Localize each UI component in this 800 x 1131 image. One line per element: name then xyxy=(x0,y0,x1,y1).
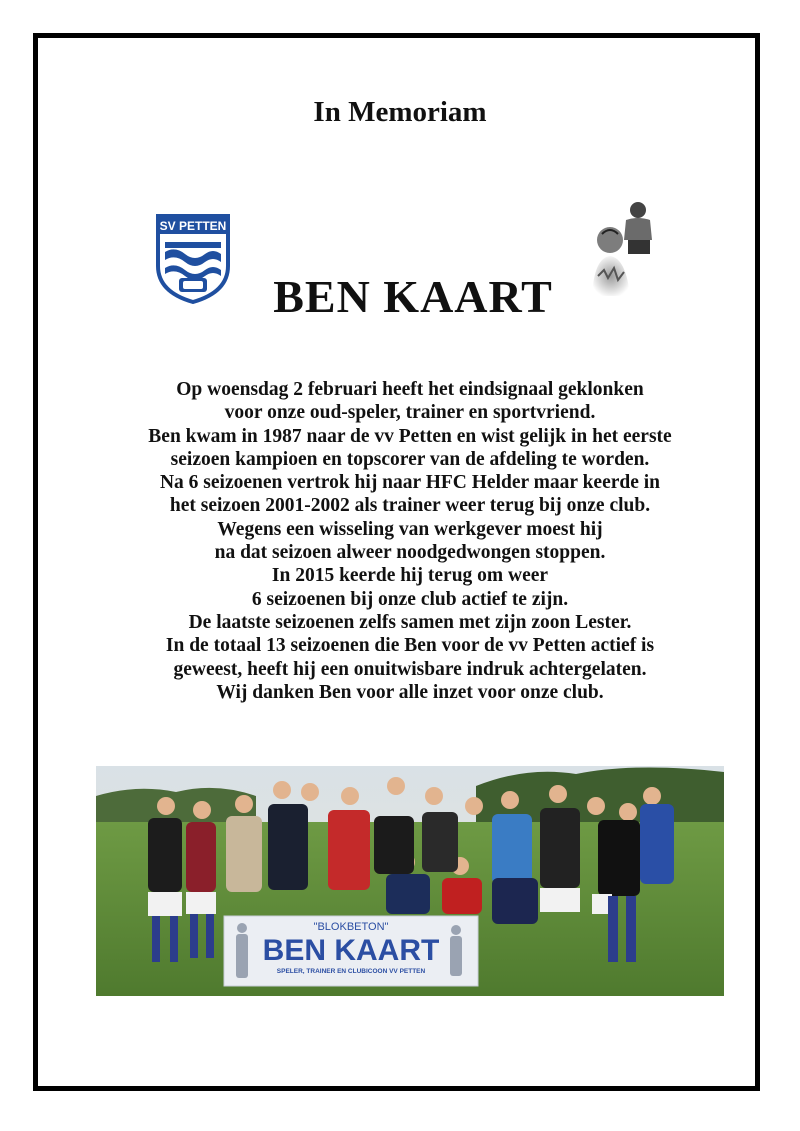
text-line: In de totaal 13 seizoenen die Ben voor de vv Petten actief is xyxy=(165,635,655,657)
text-line: Ben kwam in 1987 naar de vv Petten en wist gelijk in het eerste xyxy=(148,425,672,447)
page-title: In Memoriam xyxy=(313,96,487,128)
memorial-banner xyxy=(224,916,478,986)
text-line: 6 seizoenen bij onze club actief te zijn. xyxy=(251,588,569,610)
banner-subtitle-text: SPELER, TRAINER EN CLUBICOON VV PETTEN xyxy=(276,968,426,975)
text-line: na dat seizoen alweer noodgedwongen stoppen. xyxy=(214,542,606,564)
club-crest-text: SV PETTEN xyxy=(159,219,227,233)
text-line: Wegens een wisseling van werkgever moest hij xyxy=(217,518,603,540)
team-photo xyxy=(96,766,724,996)
text-line: voor onze oud-speler, trainer en sportvriend. xyxy=(224,402,596,424)
deceased-name: BEN KAART xyxy=(273,271,553,322)
text-line: De laatste seizoenen zelfs samen met zijn zoon Lester. xyxy=(188,611,632,633)
text-line: In 2015 keerde hij terug om weer xyxy=(271,565,549,587)
text-line: het seizoen 2001-2002 als trainer weer terug bij onze club. xyxy=(169,495,651,517)
banner-name-text: BEN KAART xyxy=(262,934,440,967)
text-line: seizoen kampioen en topscorer van de afdeling te worden. xyxy=(170,448,650,470)
memorial-text xyxy=(0,378,800,704)
banner-top-text: "BLOKBETON" xyxy=(313,921,389,933)
text-line: geweest, heeft hij een onuitwisbare indruk achtergelaten. xyxy=(173,658,647,680)
text-line: Wij danken Ben voor alle inzet voor onze club. xyxy=(216,681,604,703)
text-line: Op woensdag 2 februari heeft het eindsignaal geklonken xyxy=(176,379,644,400)
text-line: Na 6 seizoenen vertrok hij naar HFC Helder maar keerde in xyxy=(159,472,661,494)
